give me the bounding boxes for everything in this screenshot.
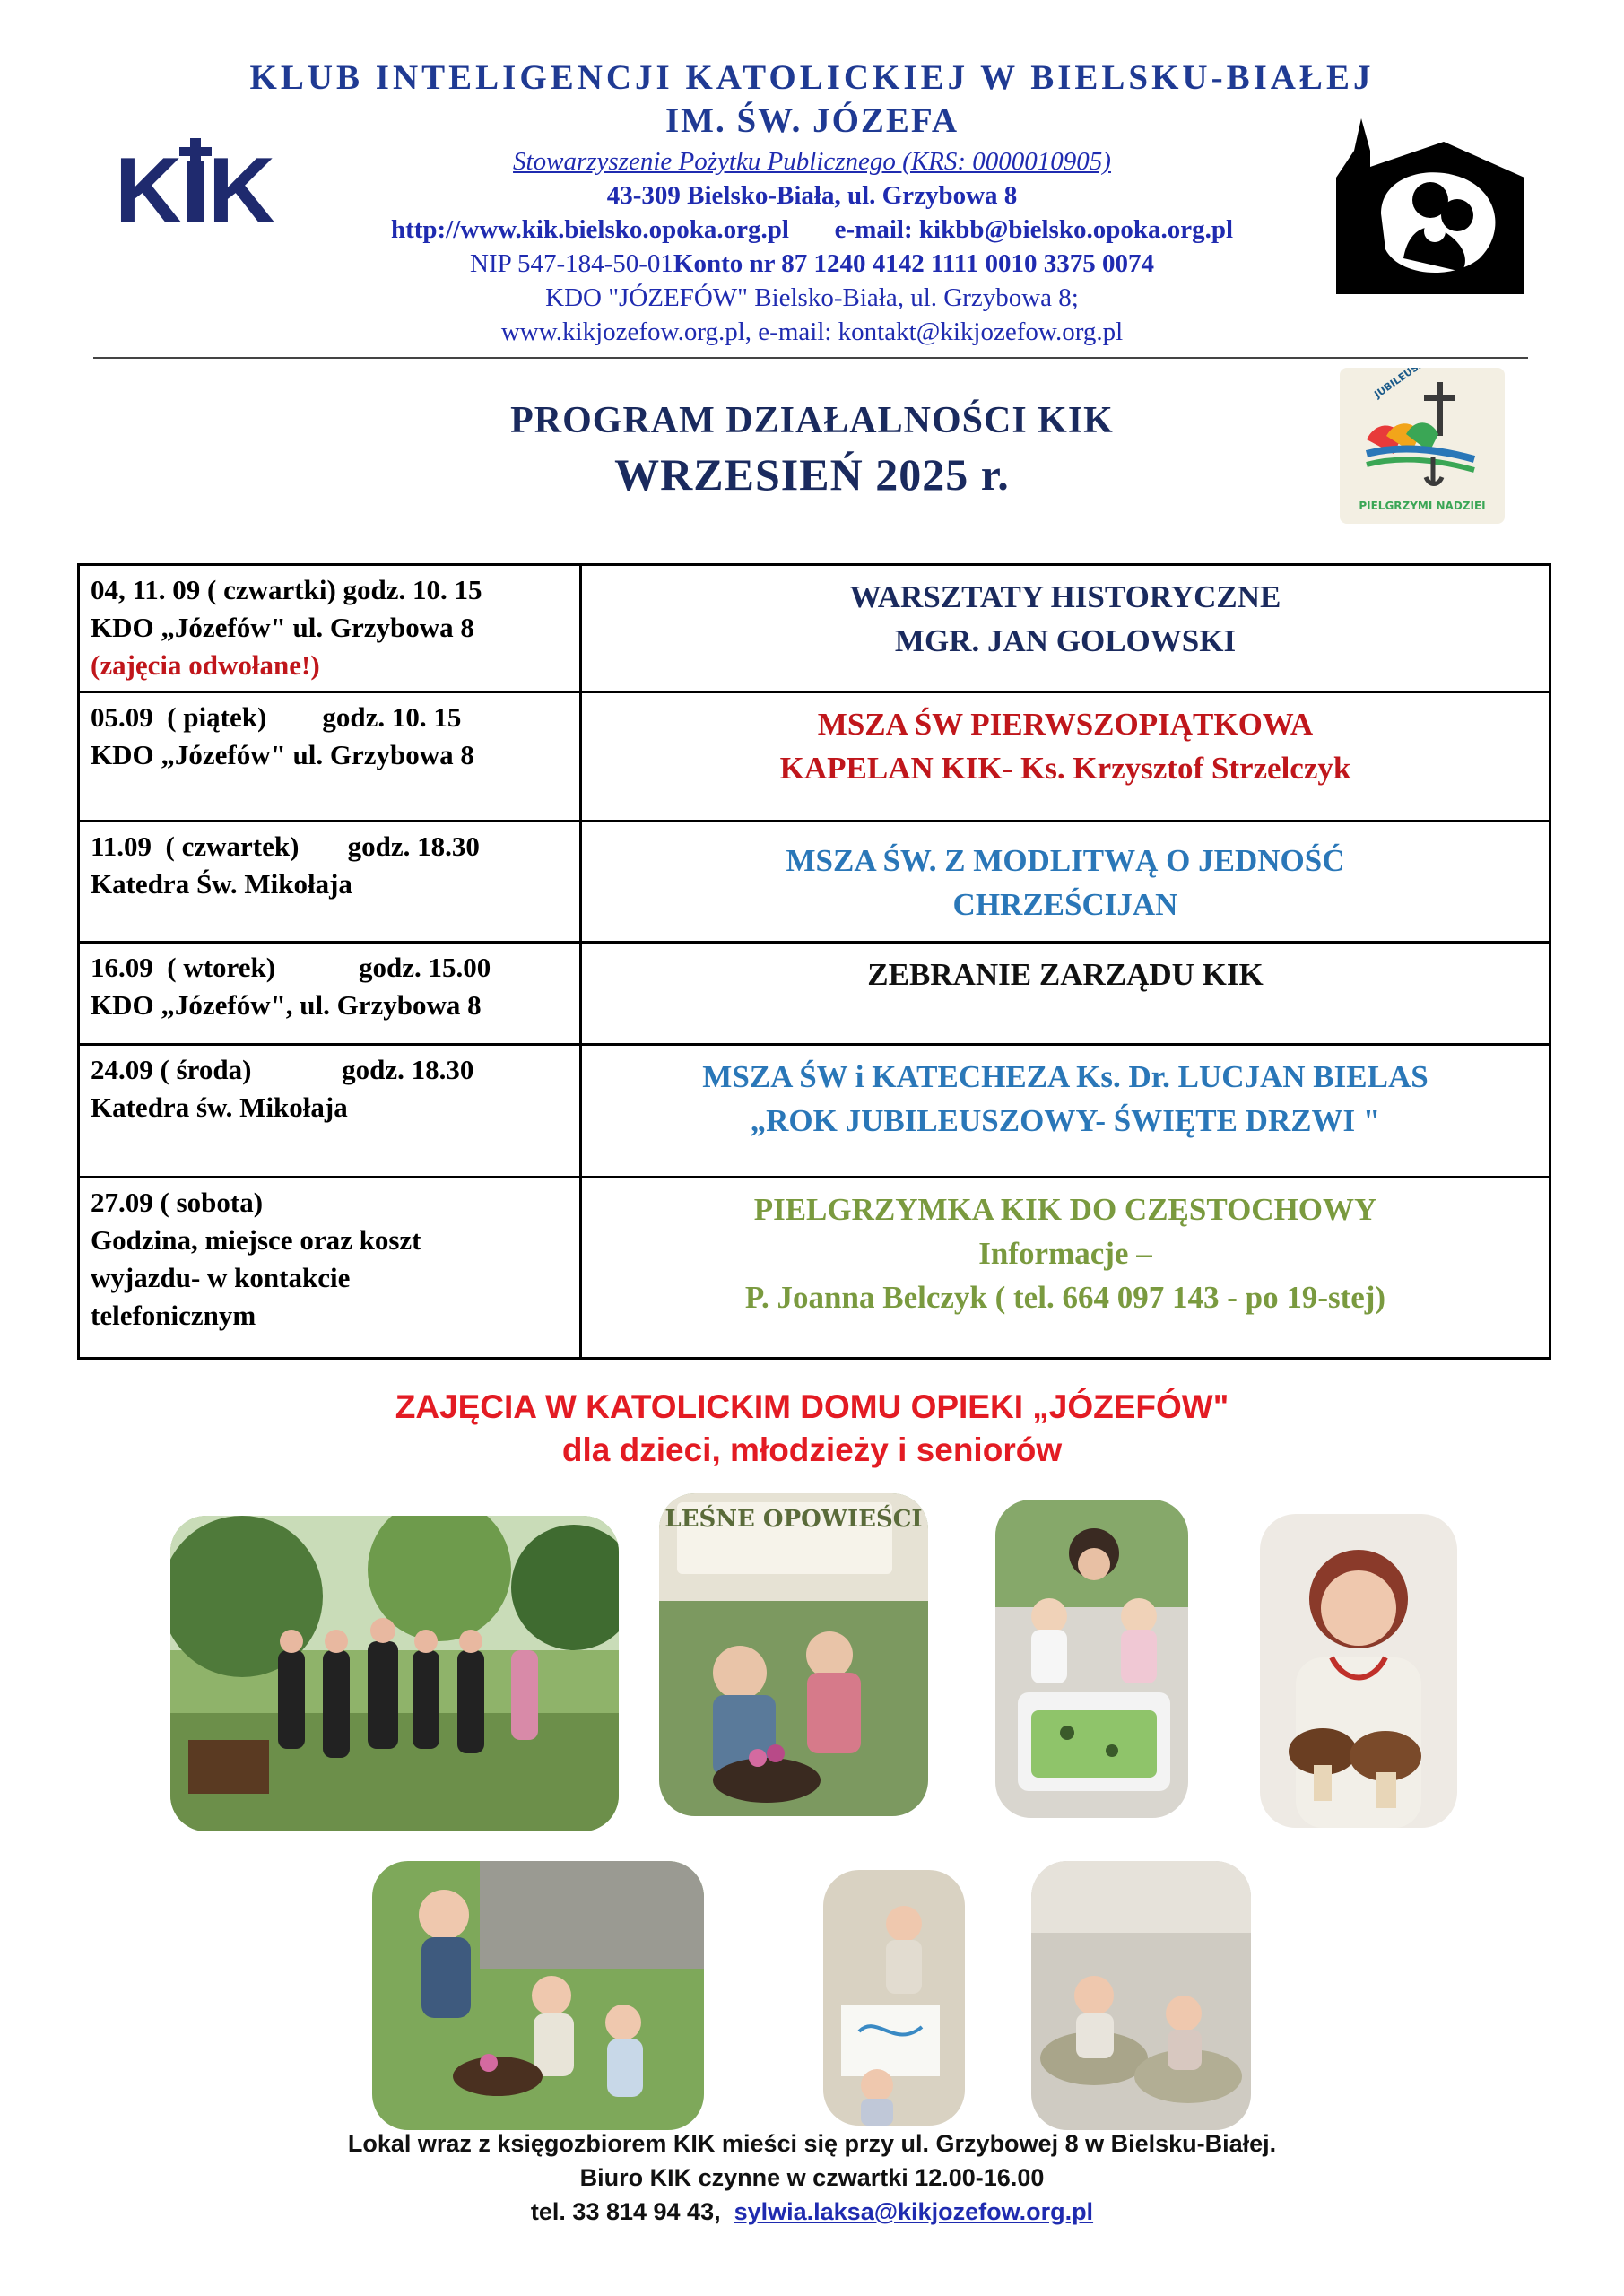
photo-park-dance	[170, 1516, 619, 1831]
club-web-email[interactable]: http://www.kik.bielsko.opoka.org.pl e-mail: kikbb@bielsko.opoka.org.pl	[390, 215, 1234, 244]
photo-caption: LEŚNE OPOWIEŚCI	[664, 1506, 923, 1533]
table-row	[79, 943, 1550, 1045]
header-divider	[93, 357, 1528, 359]
jubilee-2025-logo	[1340, 368, 1505, 524]
cancelled-note: (zajęcia odwołane!)	[91, 648, 320, 681]
holy-family-logo	[1327, 115, 1533, 294]
photo-forest-stories	[659, 1493, 928, 1816]
table-row	[79, 565, 1550, 692]
program-month: WRZESIEŃ 2025 r.	[614, 449, 1010, 500]
club-patron: IM. ŚW. JÓZEFA	[664, 101, 960, 140]
kdo-web-email[interactable]: www.kikjozefow.org.pl, e-mail: kontakt@kikjozefow.org.pl	[500, 317, 1124, 346]
event-what: MSZA ŚW. Z MODLITWĄ O JEDNOŚĆ CHRZEŚCIJAN	[581, 822, 1550, 943]
footer-email-link[interactable]: sylwia.laksa@kikjozefow.org.pl	[734, 2198, 1094, 2225]
footer-office-hours: Biuro KIK czynne w czwartki 12.00-16.00	[579, 2164, 1045, 2191]
schedule-table	[77, 563, 1551, 1360]
table-row	[79, 1178, 1550, 1359]
event-when: 16.09 ( wtorek) godz. 15.00 KDO „Józefów", ul. Grzybowa 8	[79, 943, 581, 1045]
event-what: PIELGRZYMKA KIK DO CZĘSTOCHOWY Informacje – P. Joanna Belczyk ( tel. 664 097 143 - po 19-stej)	[581, 1178, 1550, 1359]
table-row	[79, 822, 1550, 943]
club-name: KLUB INTELIGENCJI KATOLICKIEJ W BIELSKU-BIAŁEJ	[249, 58, 1375, 97]
event-what: WARSZTATY HISTORYCZNE MGR. JAN GOLOWSKI	[581, 565, 1550, 692]
event-what: ZEBRANIE ZARZĄDU KIK	[581, 943, 1550, 1045]
program-title: PROGRAM DZIAŁALNOŚCI KIK	[510, 400, 1114, 441]
footer-location: Lokal wraz z księgozbiorem KIK mieści się przy ul. Grzybowej 8 w Bielsku-Białej.	[347, 2130, 1277, 2157]
activities-title: ZAJĘCIA W KATOLICKIM DOMU OPIEKI „JÓZEFÓW"	[395, 1388, 1229, 1425]
table-row	[79, 1045, 1550, 1178]
event-what: MSZA ŚW PIERWSZOPIĄTKOWA KAPELAN KIK- Ks. Krzysztof Strzelczyk	[581, 692, 1550, 822]
photo-senior-mushrooms	[1260, 1514, 1457, 1828]
kdo-address: KDO "JÓZEFÓW" Bielsko-Biała, ul. Grzybowa 8;	[545, 283, 1079, 312]
event-when: 11.09 ( czwartek) godz. 18.30 Katedra Św. Mikołaja	[79, 822, 581, 943]
svg-text:K: K	[208, 139, 276, 233]
event-when: 04, 11. 09 ( czwartki) godz. 10. 15 KDO „Józefów" ul. Grzybowa 8 (zajęcia odwołane!)	[79, 565, 581, 692]
table-row	[79, 692, 1550, 822]
svg-text:K: K	[115, 139, 178, 233]
footer-phone: tel. 33 814 94 43,	[530, 2198, 734, 2225]
photo-children-drawing	[823, 1870, 965, 2126]
jubilee-bottom-text: PIELGRZYMI NADZIEI	[1359, 500, 1486, 512]
opp-status[interactable]: Stowarzyszenie Pożytku Publicznego (KRS: 0000010905)	[513, 147, 1111, 176]
event-when: 27.09 ( sobota) Godzina, miejsce oraz koszt wyjazdu- w kontakcie telefonicznym	[79, 1178, 581, 1359]
nip-number: NIP 547-184-50-01	[470, 249, 673, 278]
bank-account: Konto nr 87 1240 4142 1111 0010 3375 0074	[673, 249, 1154, 278]
club-address: 43-309 Bielsko-Biała, ul. Grzybowa 8	[606, 181, 1018, 210]
event-when: 24.09 ( środa) godz. 18.30 Katedra św. Mikołaja	[79, 1045, 581, 1178]
footer-contact	[0, 2198, 1624, 2226]
photo-children-planting	[372, 1861, 704, 2130]
photo-children-water-play	[995, 1500, 1188, 1818]
photo-children-cushions	[1031, 1861, 1251, 2130]
event-when: 05.09 ( piątek) godz. 10. 15 KDO „Józefów" ul. Grzybowa 8	[79, 692, 581, 822]
event-what: MSZA ŚW i KATECHEZA Ks. Dr. LUCJAN BIELAS „ROK JUBILEUSZOWY- ŚWIĘTE DRZWI "	[581, 1045, 1550, 1178]
activities-subtitle: dla dzieci, młodzieży i seniorów	[561, 1431, 1063, 1468]
